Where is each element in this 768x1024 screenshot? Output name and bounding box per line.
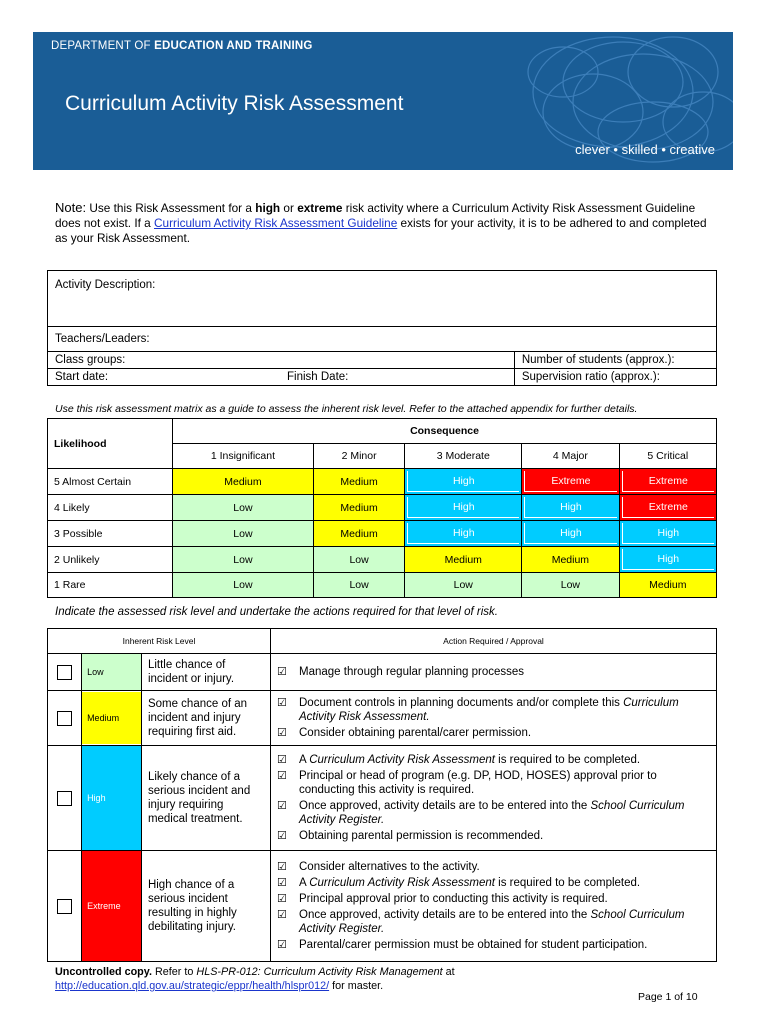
activity-description[interactable]: Activity Description: bbox=[48, 271, 717, 327]
matrix-cell-high: High bbox=[619, 547, 716, 573]
action-item: ☑ Obtaining parental permission is recommended. bbox=[277, 830, 544, 842]
likelihood-header: Likelihood bbox=[48, 419, 173, 469]
matrix-cell-medium: Medium bbox=[405, 547, 522, 573]
checked-box-icon: ☑ bbox=[277, 754, 287, 766]
consequence-header: Consequence bbox=[173, 419, 717, 444]
action-required-header: Action Required / Approval bbox=[271, 629, 717, 654]
consequence-col-1: 1 Insignificant bbox=[173, 444, 314, 469]
start-date[interactable]: Start date: bbox=[48, 369, 281, 386]
risk-level-label: High bbox=[82, 746, 142, 851]
checked-box-icon: ☑ bbox=[277, 939, 287, 951]
page-title: Curriculum Activity Risk Assessment bbox=[65, 92, 404, 115]
master-url-link[interactable]: http://education.qld.gov.au/strategic/eppr/health/hlspr012/ bbox=[55, 980, 330, 992]
matrix-caption: Use this risk assessment matrix as a guide to assess the inherent risk level. Refer to the attached appendix for further details. bbox=[55, 403, 638, 415]
action-item: ☑ Parental/carer permission must be obtained for student participation. bbox=[277, 939, 648, 951]
note-paragraph: Note: Use this Risk Assessment for a high or extreme risk activity where a Curriculum Activity Risk Assessment Guideline does not exist. If a Curriculum Activity Risk Assessment Guideline exists for your activity, it is to be adhered to and completed as your Risk Assessment. bbox=[55, 200, 707, 245]
number-of-students[interactable]: Number of students (approx.): bbox=[514, 352, 716, 369]
matrix-cell-high: High bbox=[405, 521, 522, 547]
matrix-cell-low: Low bbox=[173, 573, 314, 598]
risk-level-description: Little chance of incident or injury. bbox=[141, 654, 270, 691]
risk-matrix bbox=[47, 418, 717, 598]
checkbox-cell bbox=[48, 746, 82, 851]
action-item: ☑ Once approved, activity details are to be entered into the School Curriculum Activity Register. bbox=[277, 800, 685, 826]
checked-box-icon: ☑ bbox=[277, 666, 287, 678]
guideline-link[interactable]: Curriculum Activity Risk Assessment Guideline bbox=[154, 216, 398, 230]
action-item: ☑ Consider alternatives to the activity. bbox=[277, 861, 480, 873]
action-item: ☑ Document controls in planning documents and/or complete this Curriculum Activity Risk Assessment. bbox=[277, 697, 679, 723]
select-extreme-checkbox[interactable] bbox=[57, 899, 72, 914]
actions-cell bbox=[271, 654, 717, 691]
matrix-cell-extreme: Extreme bbox=[619, 495, 716, 521]
checked-box-icon: ☑ bbox=[277, 830, 287, 842]
matrix-cell-medium: Medium bbox=[619, 573, 716, 598]
action-item: ☑ A Curriculum Activity Risk Assessment is required to be completed. bbox=[277, 754, 641, 766]
likelihood-label: 5 Almost Certain bbox=[48, 469, 173, 495]
actions-cell bbox=[271, 851, 717, 962]
matrix-cell-low: Low bbox=[405, 573, 522, 598]
matrix-row bbox=[48, 469, 717, 495]
risk-level-description: High chance of a serious incident resulting in highly debilitating injury. bbox=[141, 851, 270, 962]
matrix-cell-low: Low bbox=[173, 547, 314, 573]
finish-date[interactable]: Finish Date: bbox=[280, 369, 514, 386]
likelihood-label: 2 Unlikely bbox=[48, 547, 173, 573]
select-low-checkbox[interactable] bbox=[57, 665, 72, 680]
likelihood-label: 3 Possible bbox=[48, 521, 173, 547]
action-item: ☑ Manage through regular planning processes bbox=[277, 666, 525, 678]
teachers-leaders[interactable]: Teachers/Leaders: bbox=[48, 327, 717, 352]
consequence-col-5: 5 Critical bbox=[619, 444, 716, 469]
header-banner bbox=[33, 32, 733, 170]
action-item: ☑ Once approved, activity details are to be entered into the School Curriculum Activity Register. bbox=[277, 909, 685, 935]
checked-box-icon: ☑ bbox=[277, 893, 287, 905]
risk-level-label: Medium bbox=[82, 691, 142, 746]
likelihood-label: 4 Likely bbox=[48, 495, 173, 521]
supervision-ratio[interactable]: Supervision ratio (approx.): bbox=[514, 369, 716, 386]
activity-details-table bbox=[47, 270, 717, 386]
risk-level-row-extreme bbox=[48, 851, 717, 962]
matrix-cell-low: Low bbox=[522, 573, 619, 598]
matrix-row bbox=[48, 573, 717, 598]
consequence-col-4: 4 Major bbox=[522, 444, 619, 469]
matrix-cell-medium: Medium bbox=[313, 495, 404, 521]
levels-caption: Indicate the assessed risk level and undertake the actions required for that level of risk. bbox=[55, 606, 498, 618]
risk-level-row-medium bbox=[48, 691, 717, 746]
checked-box-icon: ☑ bbox=[277, 909, 287, 921]
risk-level-table bbox=[47, 628, 717, 962]
actions-cell bbox=[271, 691, 717, 746]
action-item: ☑ Consider obtaining parental/carer permission. bbox=[277, 727, 532, 739]
risk-level-label: Low bbox=[82, 654, 142, 691]
matrix-row bbox=[48, 495, 717, 521]
checked-box-icon: ☑ bbox=[277, 800, 287, 812]
matrix-cell-medium: Medium bbox=[313, 469, 404, 495]
action-item: ☑ Principal or head of program (e.g. DP, HOD, HOSES) approval prior to conducting this activity is required. bbox=[277, 770, 657, 796]
select-medium-checkbox[interactable] bbox=[57, 711, 72, 726]
risk-level-row-low bbox=[48, 654, 717, 691]
inherent-risk-header: Inherent Risk Level bbox=[48, 629, 271, 654]
checked-box-icon: ☑ bbox=[277, 727, 287, 739]
matrix-cell-high: High bbox=[522, 521, 619, 547]
checked-box-icon: ☑ bbox=[277, 770, 287, 782]
tagline: clever • skilled • creative bbox=[575, 142, 715, 157]
matrix-cell-medium: Medium bbox=[313, 521, 404, 547]
actions-cell bbox=[271, 746, 717, 851]
risk-level-description: Likely chance of a serious incident and injury requiring medical treatment. bbox=[141, 746, 270, 851]
matrix-cell-high: High bbox=[405, 495, 522, 521]
checkbox-cell bbox=[48, 851, 82, 962]
matrix-cell-low: Low bbox=[173, 495, 314, 521]
matrix-cell-low: Low bbox=[313, 573, 404, 598]
matrix-cell-medium: Medium bbox=[173, 469, 314, 495]
matrix-cell-low: Low bbox=[313, 547, 404, 573]
matrix-cell-high: High bbox=[522, 495, 619, 521]
matrix-cell-high: High bbox=[405, 469, 522, 495]
checked-box-icon: ☑ bbox=[277, 861, 287, 873]
department-name: DEPARTMENT OF EDUCATION AND TRAINING bbox=[51, 40, 313, 52]
matrix-cell-high: High bbox=[619, 521, 716, 547]
matrix-row bbox=[48, 521, 717, 547]
likelihood-label: 1 Rare bbox=[48, 573, 173, 598]
matrix-cell-medium: Medium bbox=[522, 547, 619, 573]
consequence-col-2: 2 Minor bbox=[313, 444, 404, 469]
checkbox-cell bbox=[48, 691, 82, 746]
checked-box-icon: ☑ bbox=[277, 877, 287, 889]
select-high-checkbox[interactable] bbox=[57, 791, 72, 806]
matrix-cell-low: Low bbox=[173, 521, 314, 547]
matrix-cell-extreme: Extreme bbox=[522, 469, 619, 495]
class-groups[interactable]: Class groups: bbox=[48, 352, 515, 369]
action-item: ☑ A Curriculum Activity Risk Assessment is required to be completed. bbox=[277, 877, 641, 889]
action-item: ☑ Principal approval prior to conducting this activity is required. bbox=[277, 893, 608, 905]
matrix-row bbox=[48, 547, 717, 573]
consequence-col-3: 3 Moderate bbox=[405, 444, 522, 469]
matrix-cell-extreme: Extreme bbox=[619, 469, 716, 495]
risk-level-row-high bbox=[48, 746, 717, 851]
risk-level-label: Extreme bbox=[82, 851, 142, 962]
risk-level-description: Some chance of an incident and injury requiring first aid. bbox=[141, 691, 270, 746]
checked-box-icon: ☑ bbox=[277, 697, 287, 709]
page-number: Page 1 of 10 bbox=[638, 991, 698, 1003]
footer-note: Uncontrolled copy. Refer to HLS-PR-012: Curriculum Activity Risk Management at http://education.qld.gov.au/strategic/eppr/health/hlspr012/ for master. bbox=[55, 966, 455, 992]
checkbox-cell bbox=[48, 654, 82, 691]
